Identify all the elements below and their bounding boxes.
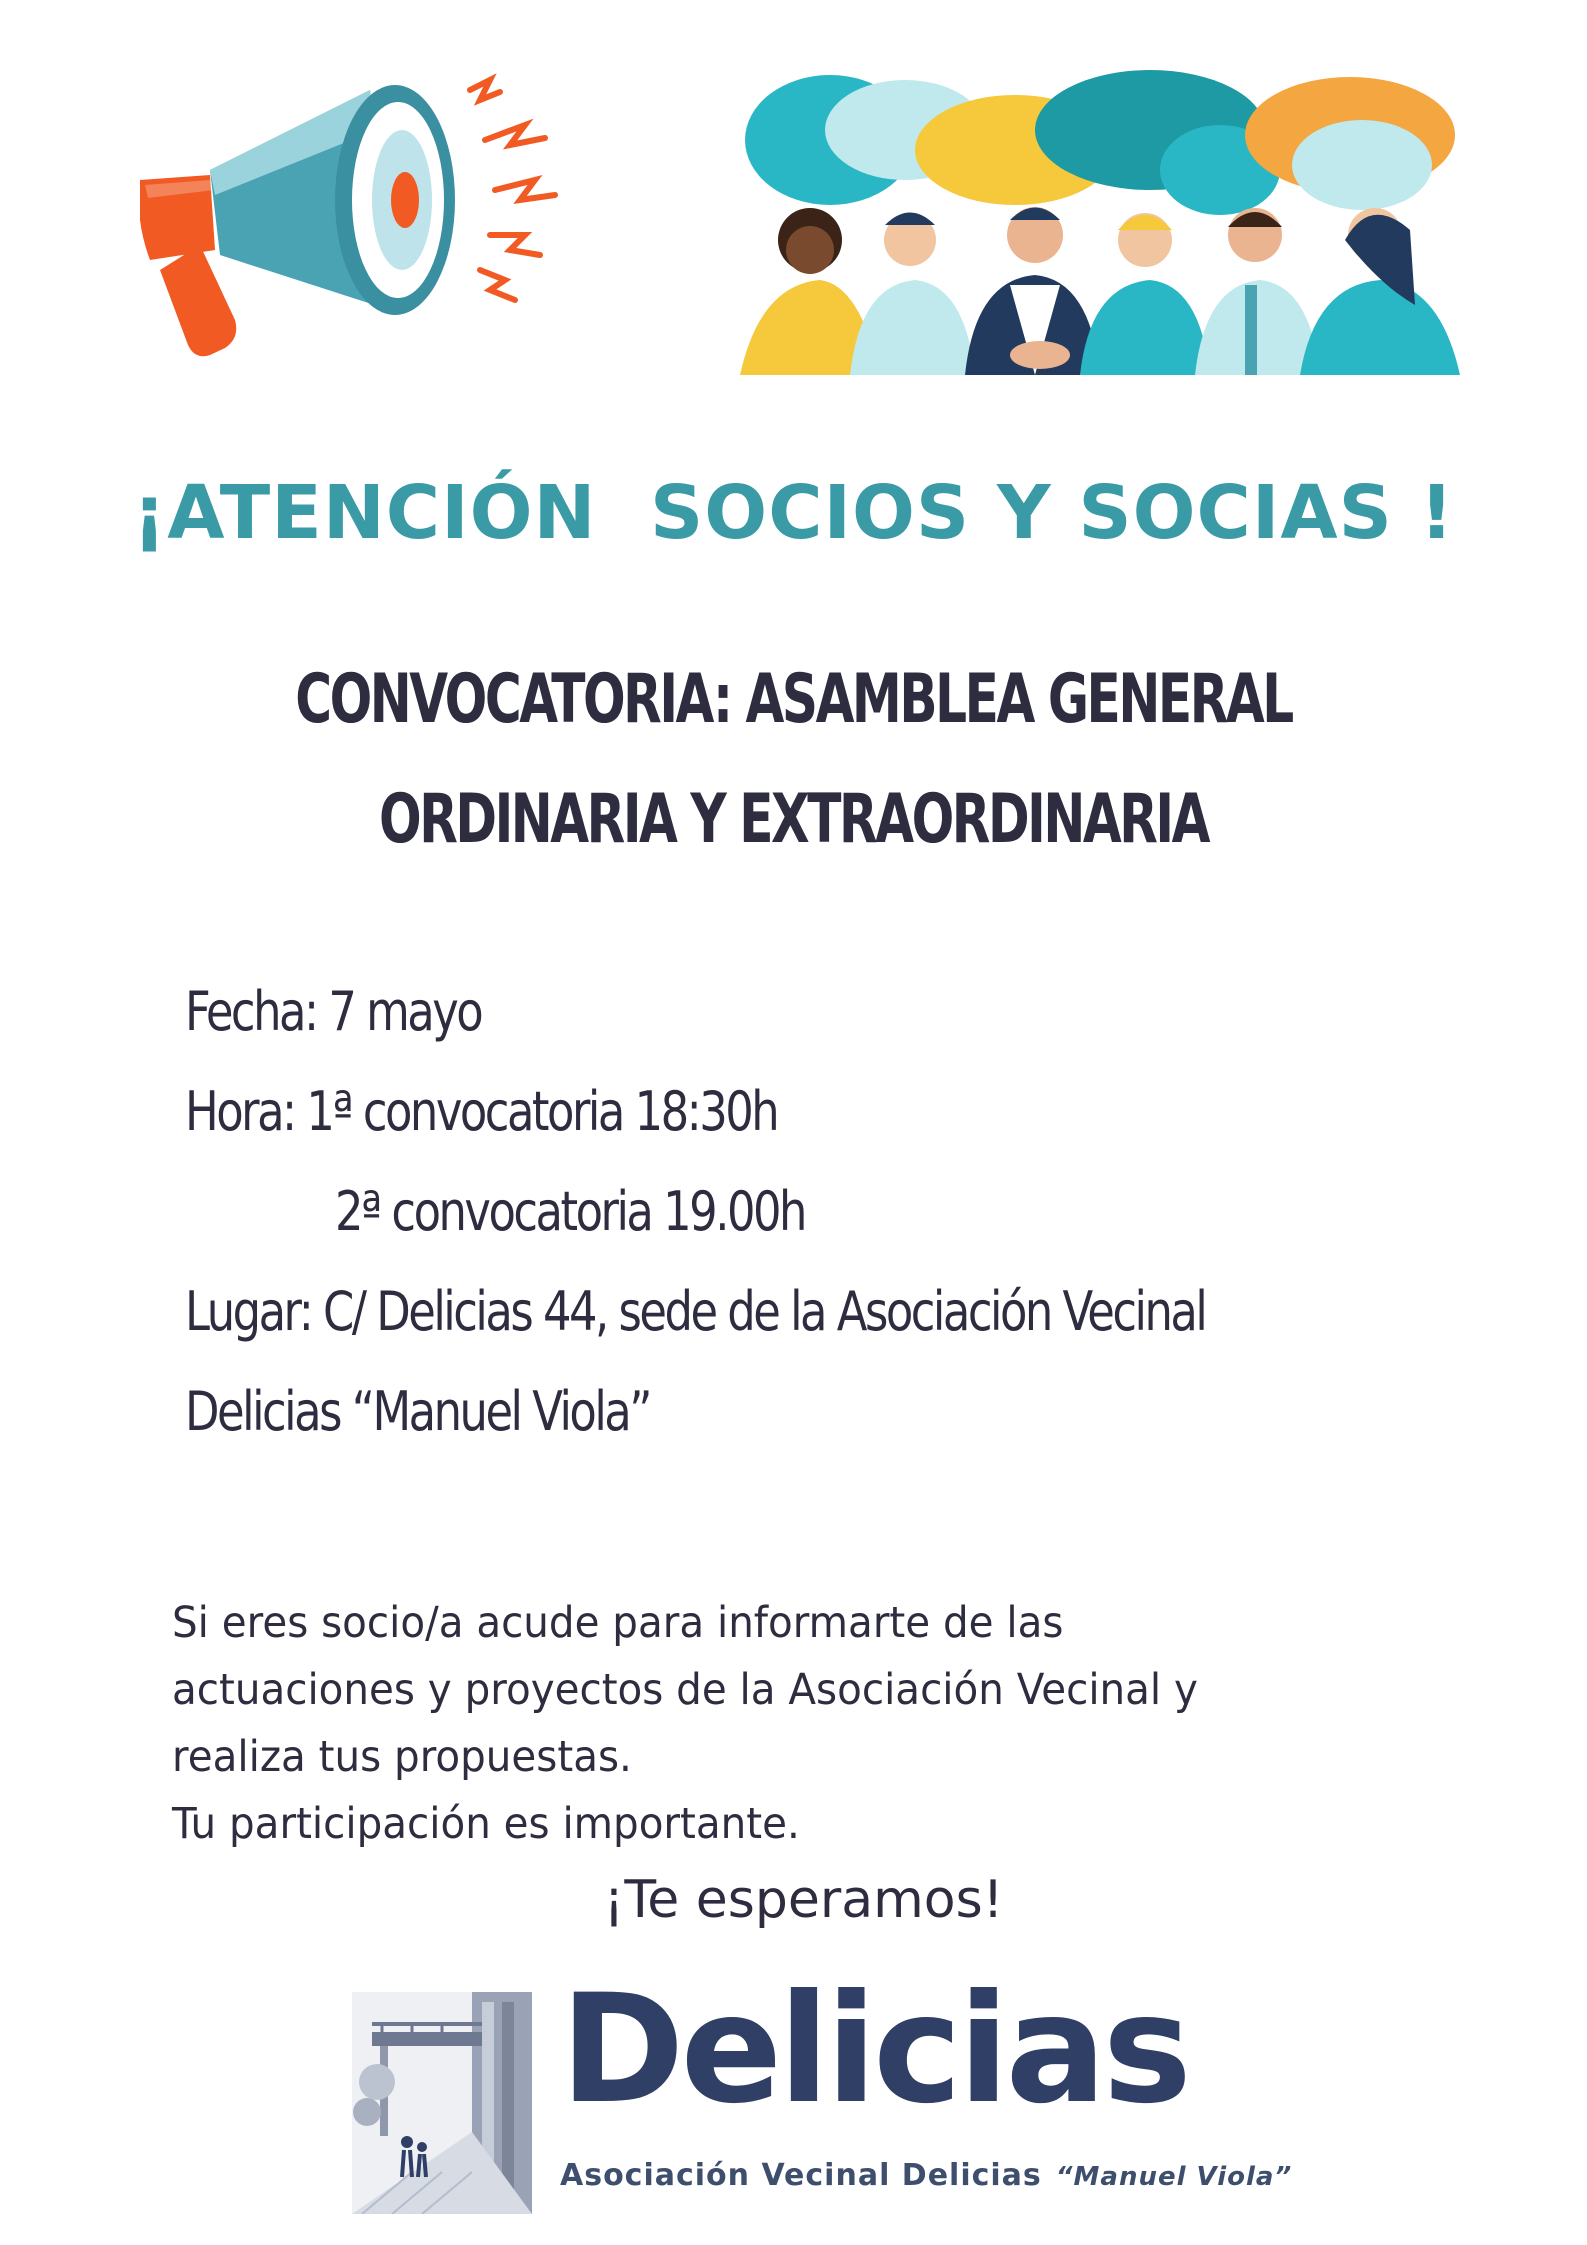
detail-fecha: Fecha: 7 mayo [185, 980, 482, 1043]
paragraph-line-1: Si eres socio/a acude para informarte de las [172, 1598, 1064, 1648]
closing-text: ¡Te esperamos! [603, 1870, 1004, 1930]
title-line-2: ORDINARIA Y EXTRAORDINARIA [379, 780, 1208, 859]
logo-wordmark: Delicias [560, 1963, 1188, 2137]
detail-hora-1: Hora: 1ª convocatoria 18:30h [185, 1080, 778, 1143]
people-speech-bubbles-icon [740, 55, 1500, 405]
title-line-1: CONVOCATORIA: ASAMBLEA GENERAL [295, 660, 1292, 739]
logo-subtitle-text: Asociación Vecinal Delicias [560, 2158, 1042, 2193]
headline-part2: SOCIOS Y SOCIAS ! [649, 470, 1455, 556]
detail-lugar-2: Delicias “Manuel Viola” [185, 1380, 651, 1443]
headline-part1: ¡ATENCIÓN [132, 470, 597, 556]
building-bridge-logo-icon [352, 1992, 532, 2214]
paragraph-line-3: realiza tus propuestas. [172, 1732, 632, 1782]
headline [0, 470, 1587, 556]
detail-lugar-1: Lugar: C/ Delicias 44, sede de la Asociación Vecinal [185, 1280, 1206, 1343]
megaphone-icon [140, 70, 580, 400]
paragraph-line-2: actuaciones y proyectos de la Asociación Vecinal y [172, 1665, 1198, 1715]
logo-subtitle-quote: “Manuel Viola” [1055, 2162, 1293, 2192]
logo-subtitle [560, 2158, 1292, 2193]
paragraph-line-4: Tu participación es importante. [172, 1799, 800, 1849]
detail-hora-2: 2ª convocatoria 19.00h [335, 1180, 805, 1243]
